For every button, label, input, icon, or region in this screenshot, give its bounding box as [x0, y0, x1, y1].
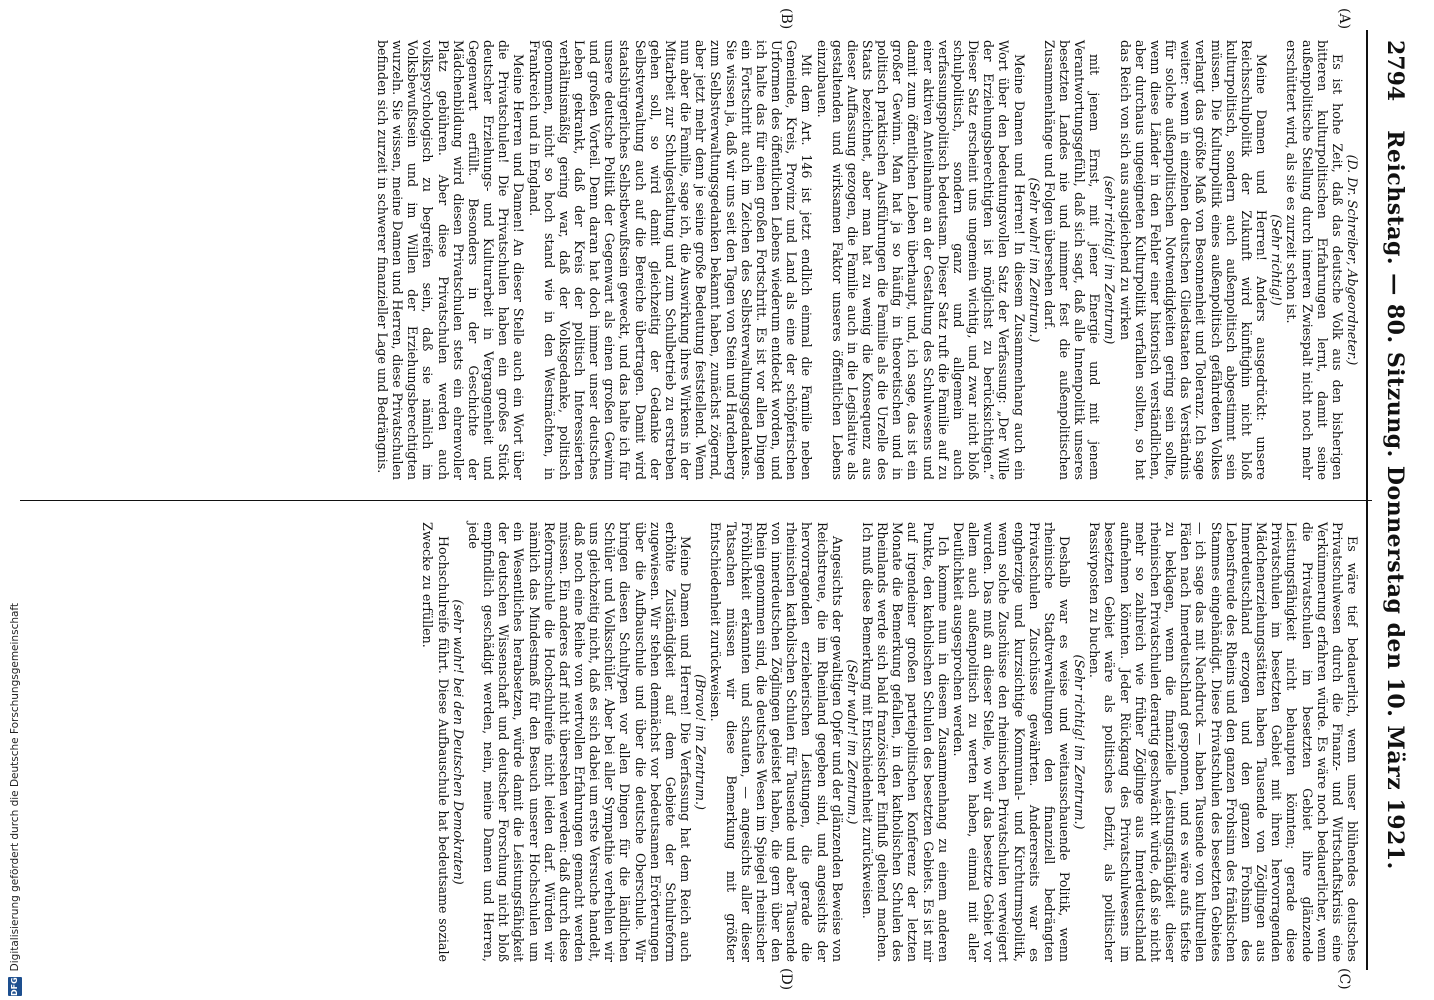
- column-divider: [20, 500, 1372, 501]
- paragraph: Meine Damen und Herren! In diesem Zusammenhang auch ein Wort über den bedeutungsvollen Satz der Verfassung: „Der Wille der Erziehungsberechtigten ist möglichst zu berücksichtigen.“ Dieser Satz erscheint uns ungemein wichtig, und zwar nicht bloß schulpolitisch, sondern ganz und allgemein auch verfassungspolitisch bedeutsam. Dieser Satz ruft die Familie auf zu einer aktiven Anteilnahme an der Gestaltung des Schulwesens und damit zum öffentlichen Leben überhaupt, und, ich sage, das ist ein großer Gewinn. Man hat ja so häufig in theoretischen und in politisch praktischen Ausführungen die Familie als die Urzelle des Staats bezeichnet, aber man hat zu wenig die Konsequenz aus dieser Auffassung gezogen, die Familie auch in die Legislative als gestaltenden und wirksamen Faktor unseres öffentlichen Lebens einzubauen.: [814, 40, 1027, 480]
- paragraph: Mit dem Art. 146 ist jetzt endlich einmal die Familie neben Gemeinde, Kreis, Provinz und Land als eine der schöpferischen Urformen des öffentlichen Lebens wiederum entdeckt worden, und ich halte das für einen großen Fortschritt. Es ist vor allen Dingen ein Fortschritt auch im Zeichen des Selbstverwaltungsgedankens. Sie wissen ja, daß wir uns seit den Tagen von Stein und Hardenberg zum Selbstverwaltungsgedanken bekannt haben, zunächst zögernd, aber jetzt mehr denn je seine große Bedeutung feststellend. Wenn nun aber die Familie, sage ich, die Auswirkung ihres Wirkens in der Mitarbeit zur Schulgestaltung und zum Schulbetrieb zu erstreben gehen soll, so wird damit gleichzeitig der Gedanke der Selbstverwaltung auch auf die Bereiche übertragen. Damit wird staatsbürgerliches Selbstbewußtsein geweckt, und das halte ich für unsere deutsche Politik der Gegenwart als einen großen Gewinn und großen Vorteil. Denn daran hat doch immer unser deutsches Leben gekrankt, daß der Kreis der politisch Interessierten verhältnismäßig gering war, daß der Volksgedanke, politisch genommen, nicht so hoch stand wie in den Westmächten, in Frankreich und in England.: [526, 40, 815, 480]
- interjection: (Sehr wahr! im Zentrum.): [844, 659, 860, 825]
- paragraph: Meine Herren und Damen! An dieser Stelle auch ein Wort über die Privatschulen! Die Privatschulen haben ein großes Stück deutscher Erziehungs- und Kulturarbeit in Vergangenheit und Gegenwart erfüllt. Besonders in der Geschichte der Mädchenbildung wird diesen Privatschulen stets ein ehrenvoller Platz gebühren. Aber diese Privatschulen werden auch volkspsychologisch zu begreifen sein, daß sie nämlich im Volksbewußtsein und im Willen der Erziehungsberechtigten wurzeln. Sie wissen, meine Damen und Herren, diese Privatschulen befinden sich zurzeit in schwerer finanzieller Lage und Bedrängnis.: [375, 40, 527, 480]
- paragraph: Angesichts der gewaltigen Opfer und der glänzenden Beweise von Reichstreue, die im Rheinland gegeben sind, und angesichts der hervorragenden erzieherischen Leistungen, die gerade die rheinischen katholischen Schulen für Tausende und aber Tausende von innerdeutschen Zöglingen geleistet haben, die gern über den Rhein genommen sind, die deutsches Wesen im Spiegel rheinischer Fröhlichkeit erkannten und schauten, — angesichts aller dieser Tatsachen müssen wir diese Bemerkung mit größter Entschiedenheit zurückweisen.: [708, 522, 845, 962]
- paragraph: Hochschulreife führt. Diese Aufbauschule hat bedeutsame soziale Zwecke zu erfüllen.: [420, 522, 451, 962]
- right-text-column: [420, 522, 1360, 962]
- margin-marker-d: (D): [778, 968, 794, 991]
- interjection: (Bravo! im Zentrum.): [693, 674, 709, 810]
- paragraph: Meine Damen und Herren! Die Verfassung hat dem Reich auch erhöhte Zuständigkeit auf dem Gebiete der Schulreform zugewiesen. Wir stehen demnächst vor bedeutsamen Erörterungen über die Aufbauschule und über die deutsche Oberschule. Wir bringen diesen Schultypen vor allen Dingen für die ländlichen Schüler und Volksschüler. Aber bei aller Sympathie verhehlen wir uns gleichzeitig nicht, daß es sich dabei um erste Versuche handelt, daß noch eine Reihe von wertvollen Erfahrungen gemacht werden müssen. Ein anderes darf nicht übersehen werden: daß durch diese Reformschule die Hochschulreife nicht leiden darf. Würden wir nämlich das Mindestmaß für den Besuch unserer Hochschulen um ein Wesentliches herabsetzen, würde damit die Leistungsfähigkeit der deutschen Wissenschaft und deutscher Forschung nicht bloß empfindlich geschädigt werden, nein, meine Damen und Herren, jede: [465, 522, 694, 962]
- paragraph: Deshalb war es weise und weitausschauende Politik, wenn rheinische Stadtverwaltungen den finanziell bedrängten Privatschulen Zuschüsse gewährten. Andererseits war es engherzige und kurzsichtige Kommunal- und Kirchturmspolitik, wenn solche Zuschüsse den rheinischen Privatschulen verweigert wurden. Das muß an dieser Stelle, wo wir das besetzte Gebiet vor allem auch außenpolitisch zu werten haben, einmal mit aller Deutlichkeit ausgesprochen werden.: [950, 522, 1073, 962]
- page-header: [1374, 40, 1414, 960]
- interjection: (D. Dr. Schreiber, Abgeordneter.): [1345, 154, 1360, 366]
- margin-marker-b: (B): [778, 8, 794, 30]
- margin-marker-c: (C): [1336, 968, 1352, 990]
- left-text-column: [375, 40, 1360, 480]
- paragraph: Ich komme nun in diesem Zusammenhang zu einem anderen Punkte, den katholischen Schulen des besetzten Gebiets. Es ist mir auf irgendeiner großen parteipolitischen Konferenz der letzten Monate die Bemerkung gefallen, in den katholischen Schulen des Rheinlands werde sich bald französischer Einfluß geltend machen. Ich muß diese Bemerkung mit Entschiedenheit zurückweisen.: [860, 522, 951, 962]
- interjection: (Sehr richtig!): [1269, 214, 1285, 306]
- interjection: (sehr wahr! bei den Deutschen Demokraten): [450, 599, 466, 885]
- page-title: Reichstag. — 80. Sitzung. Donnerstag den 10. März 1921.: [1382, 130, 1408, 870]
- watermark-text: Digitalisierung gefördert durch die Deutsche Forschungsgemeinschaft: [9, 602, 21, 972]
- dfg-logo-icon: DFG: [8, 977, 22, 996]
- paragraph: mit jenem Ernst, mit jener Energie und mit jenem Verantwortungsgefühl, daß sich sagt, daß alle Innenpolitik unseres besetzten Landes nie und nimmer fest die außenpolitischen Zusammenhänge und Folgen übersehen darf.: [1041, 40, 1103, 480]
- interjection: (Sehr richtig! im Zentrum.): [1072, 654, 1088, 830]
- page-number: 2794: [1382, 40, 1408, 102]
- margin-marker-a: (A): [1336, 8, 1352, 30]
- paragraph: Meine Damen und Herren! Anders ausgedrückt: unsere Reichsschulpolitik der Zukunft wird künftighin nicht bloß kulturpolitisch, sondern auch außenpolitisch abgestimmt sein müssen. Die Kulturpolitik eines außenpolitisch gefährdeten Volkes verlangt das größte Maß von Besonnenheit und Toleranz. Ich sage weiter: wenn in einzelnen deutschen Gliedstaaten das Verständnis für solche außenpolitischen Notwendigkeiten gering sein sollte, wenn diese Länder in den Fehler einer historisch verständlichen, aber durchaus ungeeigneten Kulturpolitik verfallen sollten, so hat das Reich von sich aus ausgleichend zu wirken: [1117, 40, 1270, 480]
- paragraph: Es wäre tief bedauerlich, wenn unser blühendes deutsches Privatschulwesen durch die Finanz- und Wirtschaftskrisis eine Verkümmerung erfahren würde. Es wäre noch bedauerlicher, wenn die Privatschulen im besetzten Gebiet ihre glänzende Leistungsfähigkeit nicht behaupten könnten; gerade diese Privatschulen im besetzten Gebiet mit ihren hervorragenden Mädchenerziehungsstätten haben Tausende von Zöglingen aus Innerdeutschland erzogen und den ganzen Frohsinn des Lebensfreude des Rheins und den ganzen Frohsinn des fränkischen Stammes eingehändigt. Diese Privatschulen des besetzten Gebietes — ich sage das mit Nachdruck — haben Tausende von kulturellen Fäden nach Innerdeutschland gesponnen, und es wäre aufs tiefste zu beklagen, wenn die finanzielle Leistungsfähigkeit dieser rheinischen Privatschulen derartig geschwächt würde, daß sie nicht mehr so zahlreich wie früher Zöglinge aus Innerdeutschland aufnehmen könnten. Jeder Rückgang des Privatschulwesens im besetzten Gebiet wäre als politisches Defizit, als politischer Passivposten zu buchen.: [1087, 522, 1360, 962]
- interjection: (Sehr wahr! im Zentrum.): [1026, 177, 1042, 343]
- interjection: (sehr richtig! im Zentrum): [1102, 175, 1118, 345]
- paragraph: Es ist hohe Zeit, daß das deutsche Volk aus den bisherigen bitteren kulturpolitischen Erfahrungen lernt, damit seine außenpolitische Stellung durch inneren Zwiespalt nicht noch mehr erschüttert wird, als sie es zurzeit schon ist.: [1284, 40, 1345, 480]
- funding-watermark: [2, 604, 28, 996]
